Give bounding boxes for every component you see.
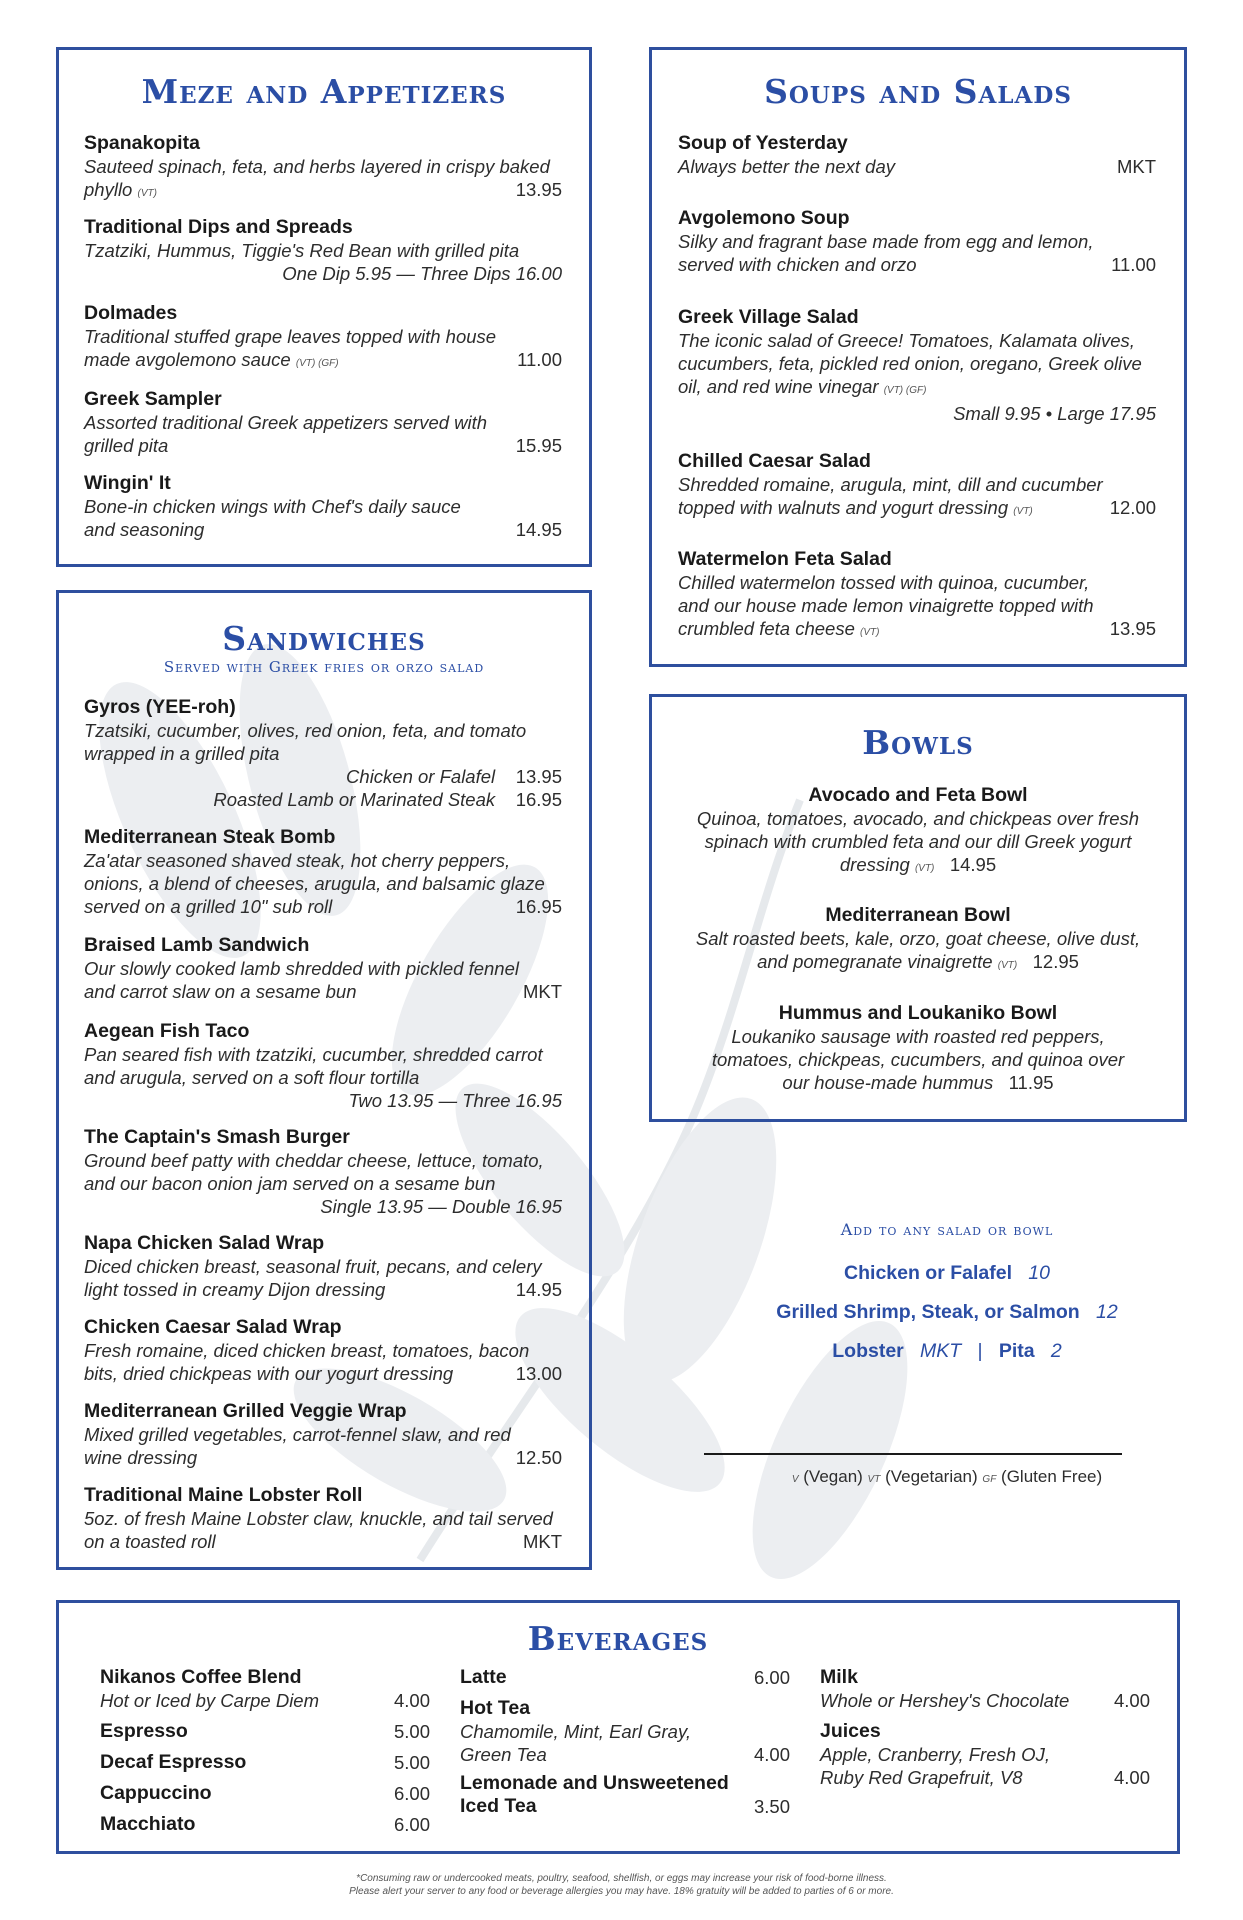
menu-item: Greek Village Salad The iconic salad of Greece! Tomatoes, Kalamata olives, cucumbers, feta, pickled red onion, oregano, Greek olive oil, and red wine vinegar (VT) (GF) Small 9.95 • Large 17.95 [678,306,1156,424]
menu-item: Greek Sampler Assorted traditional Greek appetizers served with grilled pita 15.95 [84,388,562,456]
dietary-legend: V (Vegan) VT (Vegetarian) GF (Gluten Free) [791,1467,1103,1486]
menu-item: Mediterranean Steak Bomb Za'atar seasoned shaved steak, hot cherry peppers, onions, a blend of cheeses, arugula, and balsamic glaze served on a grilled 10" sub roll 16.95 [84,826,562,917]
beverages-title: Beverages [527,1619,709,1658]
menu-item: Avocado and Feta Bowl Quinoa, tomatoes, avocado, and chickpeas over fresh spinach with crumbled feta and our dill Greek yogurt dressing (VT) 14.95 [696,784,1140,875]
menu-item: Avgolemono Soup Silky and fragrant base made from egg and lemon, served with chicken and orzo 11.00 [678,207,1156,275]
menu-item: Braised Lamb Sandwich Our slowly cooked lamb shredded with pickled fennel and carrot slaw on a sesame bun MKT [84,934,562,1002]
menu-item: Wingin' It Bone-in chicken wings with Chef's daily sauce and seasoning 14.95 [84,472,562,540]
addon-line: Grilled Shrimp, Steak, or Salmon 12 [776,1301,1118,1323]
soups-title: Soups and Salads [764,72,1072,111]
menu-item: Soup of Yesterday Always better the next day MKT [678,132,1156,177]
footer-disclaimer: *Consuming raw or undercooked meats, poultry, seafood, shellfish, or eggs may increase your risk of food-borne illness. [356,1873,887,1884]
menu-item: Spanakopita Sauteed spinach, feta, and herbs layered in crispy baked phyllo (VT) 13.95 [84,132,562,205]
item-name: Spanakopita [84,132,200,154]
beverage-column: Latte 6.00 Hot Tea Chamomile, Mint, Earl Gray, Green Tea 4.00 Lemonade and Unsweetened Iced Tea 3.50 [460,1666,790,1817]
addon-line: Lobster MKT | Pita 2 [832,1340,1062,1362]
beverage-column: Nikanos Coffee Blend Hot or Iced by Carpe Diem 4.00 Espresso 5.00 Decaf Espresso 5.00 Cappuccino 6.00 Macchiato 6.00 [100,1666,430,1835]
menu-item: Hummus and Loukaniko Bowl Loukaniko sausage with roasted red peppers, tomatoes, chickpeas, cucumbers, and quinoa over our house-made hummus 11.95 [711,1002,1125,1093]
beverage-column: Milk Whole or Hershey's Chocolate 4.00 Juices Apple, Cranberry, Fresh OJ, Ruby Red Grapefruit, V8 4.00 [820,1666,1150,1788]
meze-title: Meze and Appetizers [141,72,507,111]
sandwiches-subtitle: Served with Greek fries or orzo salad [163,658,485,676]
item-price: 13.95 [515,179,562,200]
bowls-title: Bowls [862,723,974,762]
menu-item: Dolmades Traditional stuffed grape leaves topped with house made avgolemono sauce (VT) (GF) 11.00 [84,302,562,370]
legend-divider [704,1453,1122,1455]
menu-item: Chicken Caesar Salad Wrap Fresh romaine, diced chicken breast, tomatoes, bacon bits, dried chickpeas with our yogurt dressing 13.00 [84,1316,562,1384]
sandwiches-title: Sandwiches [222,619,426,658]
menu-item: Watermelon Feta Salad Chilled watermelon tossed with quinoa, cucumber, and our house made lemon vinaigrette topped with crumbled feta cheese (VT) 13.95 [678,548,1156,639]
addon-line: Chicken or Falafel 10 [844,1262,1050,1284]
menu-item: Mediterranean Bowl Salt roasted beets, kale, orzo, goat cheese, olive dust, and pomegranate vinaigrette (VT) 12.95 [695,904,1141,972]
menu-item: The Captain's Smash Burger Ground beef patty with cheddar cheese, lettuce, tomato, and our bacon onion jam served on a sesame bun Single 13.95 — Double 16.95 [84,1126,562,1217]
menu-item: Traditional Maine Lobster Roll 5oz. of fresh Maine Lobster claw, knuckle, and tail served on a toasted roll MKT [84,1484,562,1552]
menu-item: Napa Chicken Salad Wrap Diced chicken breast, seasonal fruit, pecans, and celery light tossed in creamy Dijon dressing 14.95 [84,1232,562,1300]
menu-item: Mediterranean Grilled Veggie Wrap Mixed grilled vegetables, carrot-fennel slaw, and red wine dressing 12.50 [84,1400,562,1468]
menu-item: Chilled Caesar Salad Shredded romaine, arugula, mint, dill and cucumber topped with walnuts and yogurt dressing (VT) 12.00 [678,450,1156,518]
addons-title: Add to any salad or bowl [840,1220,1054,1239]
menu-item: Gyros (YEE-roh) Tzatsiki, cucumber, olives, red onion, feta, and tomato wrapped in a grilled pita Chicken or Falafel 13.95 Roasted Lamb or Marinated Steak 16.95 [84,696,562,810]
menu-item: Aegean Fish Taco Pan seared fish with tzatziki, cucumber, shredded carrot and arugula, served on a soft flour tortilla Two 13.95 — Three 16.95 [84,1020,562,1111]
menu-item: Traditional Dips and Spreads Tzatziki, Hummus, Tiggie's Red Bean with grilled pita One Dip 5.95 — Three Dips 16.00 [84,216,562,284]
footer-gratuity-note: Please alert your server to any food or beverage allergies you may have. 18% gratuity will be added to parties of 6 or more. [349,1886,894,1897]
item-description: Sauteed spinach, feta, and herbs layered in crispy baked [84,156,550,177]
item-price: One Dip 5.95 — Three Dips 16.00 [282,263,562,284]
